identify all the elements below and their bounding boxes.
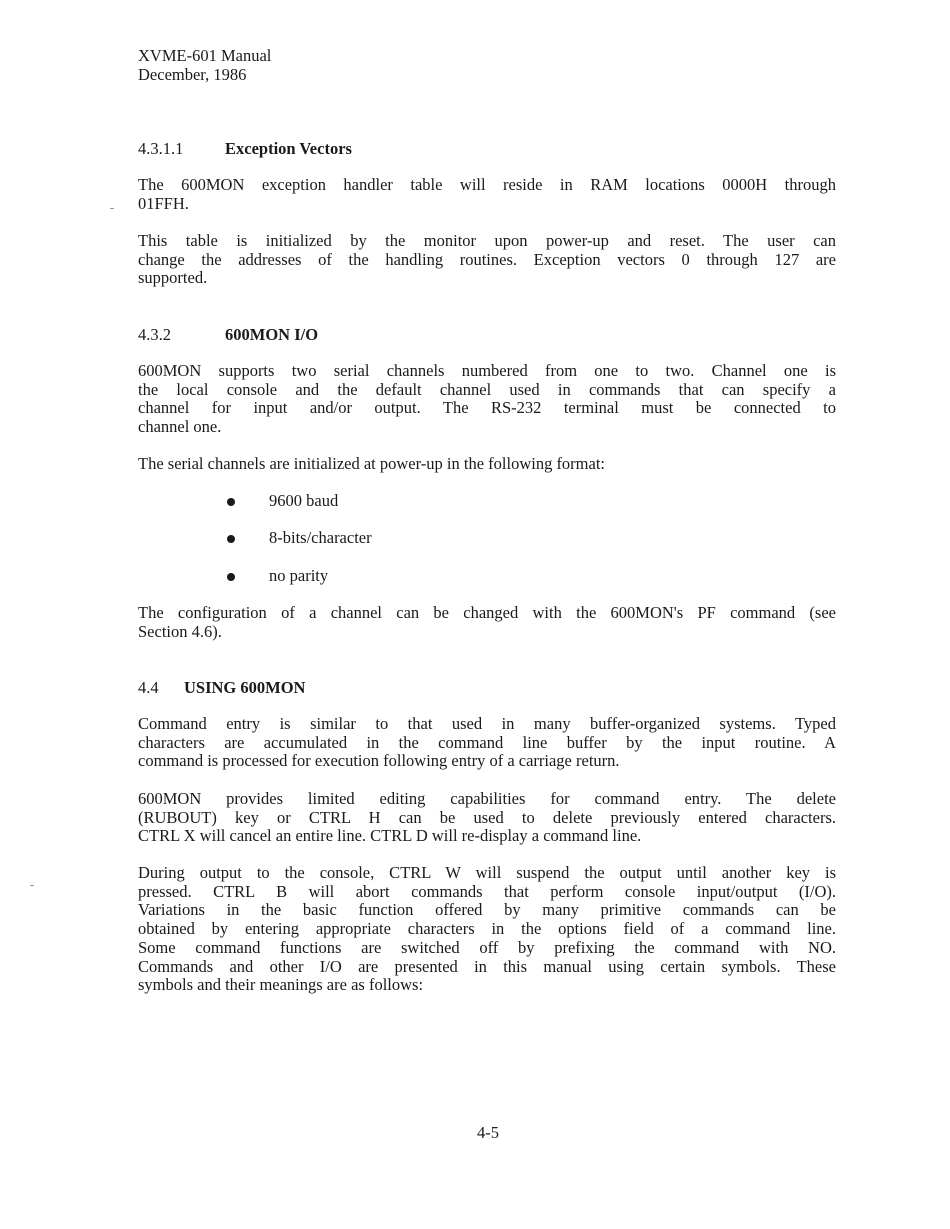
paragraph-line: 01FFH. <box>138 193 189 213</box>
paragraph-line: command is processed for execution following entry of a carriage return. <box>138 751 620 771</box>
paragraph-line: During output to the console, CTRL W will suspend the output until another key is <box>138 863 836 882</box>
paragraph-line: symbols and their meanings are as follows: <box>138 975 424 995</box>
section-heading-4-3-1-1 <box>138 139 352 158</box>
paragraph-serial-channels <box>138 362 836 437</box>
paragraph-configuration <box>138 604 836 641</box>
bullet-icon <box>227 498 235 506</box>
paragraph-line: The serial channels are initialized at power-up in the following format: <box>138 454 606 473</box>
paragraph-console-output <box>138 864 836 995</box>
paragraph-exception-table <box>138 176 836 213</box>
paragraph-line: (RUBOUT) key or CTRL H can be used to delete previously entered characters. <box>138 807 836 827</box>
paragraph-line: CTRL X will cancel an entire line. CTRL D will re-display a command line. <box>138 826 642 846</box>
paragraph-line: obtained by entering appropriate characters in the options field of a command line. <box>138 919 836 939</box>
paragraph-line: Commands and other I/O are presented in this manual using certain symbols. These <box>138 956 836 976</box>
paragraph-command-entry <box>138 715 836 771</box>
paragraph-line: channel one. <box>138 417 222 437</box>
section-heading-4-4 <box>138 678 305 697</box>
paragraph-table-init <box>138 232 836 288</box>
bullet-icon <box>227 535 235 543</box>
section-number: 4.3.2 <box>138 325 171 344</box>
section-title: 600MON I/O <box>225 325 319 344</box>
scan-speck <box>30 885 34 886</box>
paragraph-line: 600MON provides limited editing capabilities for command entry. The delete <box>138 789 836 808</box>
paragraph-line: Section 4.6). <box>138 621 222 641</box>
paragraph-line: Variations in the basic function offered by many primitive commands can be <box>138 900 836 920</box>
manual-title: XVME-601 Manual <box>138 46 272 65</box>
paragraph-line: channel for input and/or output. The RS-232 terminal must be connected to <box>138 398 836 418</box>
paragraph-line: supported. <box>138 268 208 288</box>
manual-date: December, 1986 <box>138 65 247 84</box>
list-item-text: 9600 baud <box>269 491 339 510</box>
page-number: 4-5 <box>477 1123 499 1142</box>
document-header <box>138 46 271 84</box>
paragraph-line: Command entry is similar to that used in many buffer-organized systems. Typed <box>138 714 836 733</box>
section-title: USING 600MON <box>184 678 306 697</box>
section-number: 4.3.1.1 <box>138 139 184 158</box>
section-title: Exception Vectors <box>225 139 352 158</box>
paragraph-init-format <box>138 455 836 474</box>
paragraph-line: The 600MON exception handler table will reside in RAM locations 0000H through <box>138 175 836 194</box>
paragraph-editing <box>138 790 836 846</box>
paragraph-line: Some command functions are switched off by prefixing the command with NO. <box>138 937 836 957</box>
scan-speck <box>110 208 114 209</box>
bullet-icon <box>227 573 235 581</box>
list-item-text: 8-bits/character <box>269 528 372 547</box>
paragraph-line: The configuration of a channel can be changed with the 600MON's PF command (see <box>138 603 836 622</box>
list-item-text: no parity <box>269 566 329 585</box>
paragraph-line: This table is initialized by the monitor upon power-up and reset. The user can <box>138 231 836 250</box>
paragraph-line: the local console and the default channel used in commands that can specify a <box>138 379 836 399</box>
section-heading-4-3-2 <box>138 325 318 344</box>
paragraph-line: 600MON supports two serial channels numbered from one to two. Channel one is <box>138 361 836 380</box>
section-number: 4.4 <box>138 678 159 697</box>
paragraph-line: change the addresses of the handling routines. Exception vectors 0 through 127 are <box>138 249 836 269</box>
paragraph-line: pressed. CTRL B will abort commands that perform console input/output (I/O). <box>138 881 836 901</box>
paragraph-line: characters are accumulated in the command line buffer by the input routine. A <box>138 732 836 752</box>
